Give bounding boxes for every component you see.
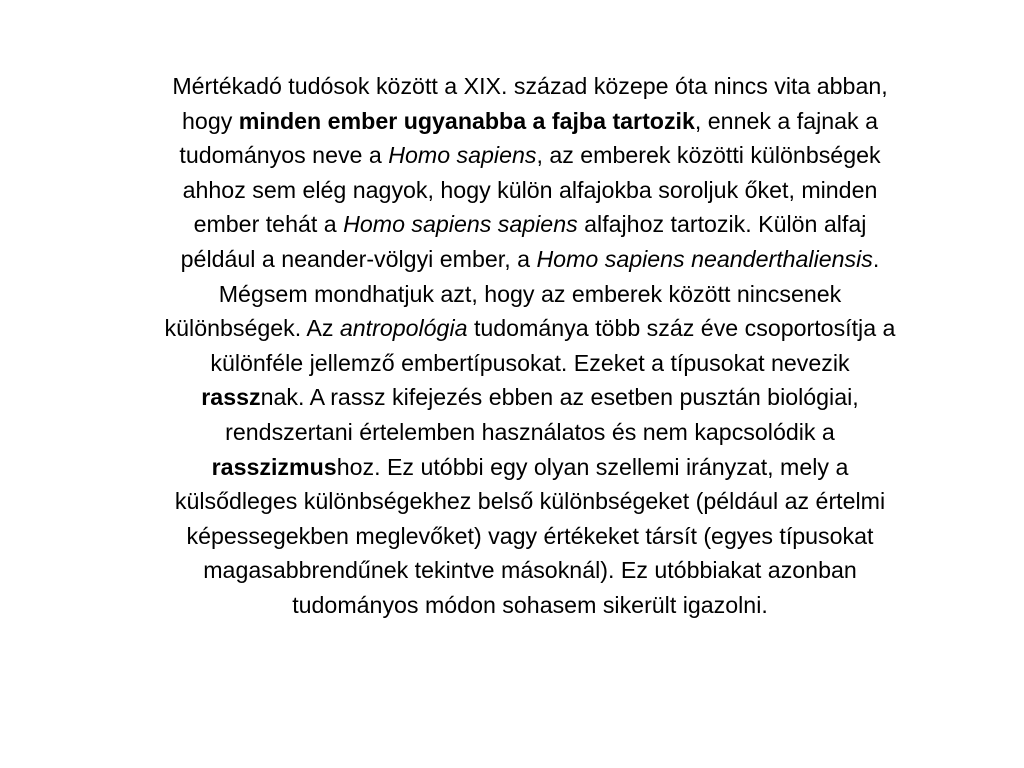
text-line: , ennek a fajnak a (694, 107, 878, 134)
text-line: hogy (182, 107, 239, 134)
term-antropologia: antropológia (339, 315, 468, 342)
text-line: rendszertani értelemben használatos és nem kapcsolódik a (225, 418, 835, 445)
term-homo-sapiens: Homo sapiens (388, 142, 537, 169)
text-line: nak. A rassz kifejezés ebben az esetben pusztán biológiai, (260, 384, 859, 411)
term-homo-sapiens-sapiens: Homo sapiens sapiens (343, 211, 578, 238)
text-line: például a neander-völgyi ember, a (180, 245, 537, 272)
term-neanderthaliensis: Homo sapiens neanderthaliensis (536, 245, 873, 272)
text-line: ahhoz sem elég nagyok, hogy külön alfajokba soroljuk őket, minden (182, 176, 878, 203)
text-line: tudományos neve a (179, 142, 389, 169)
term-rasszizmus: rasszizmus (211, 453, 337, 480)
text-line: . (872, 245, 880, 272)
emphasis-species: minden ember ugyanabba a fajba tartozik (238, 107, 695, 134)
text-line: alfajhoz tartozik. Külön alfaj (577, 211, 867, 238)
text-line: ember tehát a (193, 211, 344, 238)
text-line: hoz. Ez utóbbi egy olyan szellemi irányzat, mely a (336, 453, 849, 480)
term-rassz: rassz (201, 384, 261, 411)
body-paragraph (72, 69, 988, 623)
text-line: magasabbrendűnek tekintve másoknál). Ez utóbbiakat azonban (203, 557, 857, 584)
text-line: Mértékadó tudósok között a XIX. század közepe óta nincs vita abban, (172, 73, 888, 99)
text-line: külsődleges különbségekhez belső különbségeket (például az értelmi (174, 488, 886, 515)
text-line: képessegekben meglevőket) vagy értékeket társít (egyes típusokat (186, 522, 874, 549)
text-line: különféle jellemző embertípusokat. Ezeket a típusokat nevezik (210, 349, 850, 376)
text-line: különbségek. Az (164, 315, 340, 342)
text-line: tudománya több száz éve csoportosítja a (467, 315, 896, 342)
text-line: tudományos módon sohasem sikerült igazolni. (292, 591, 768, 618)
text-line: , az emberek közötti különbségek (536, 142, 881, 169)
text-line: Mégsem mondhatjuk azt, hogy az emberek között nincsenek (218, 280, 842, 307)
